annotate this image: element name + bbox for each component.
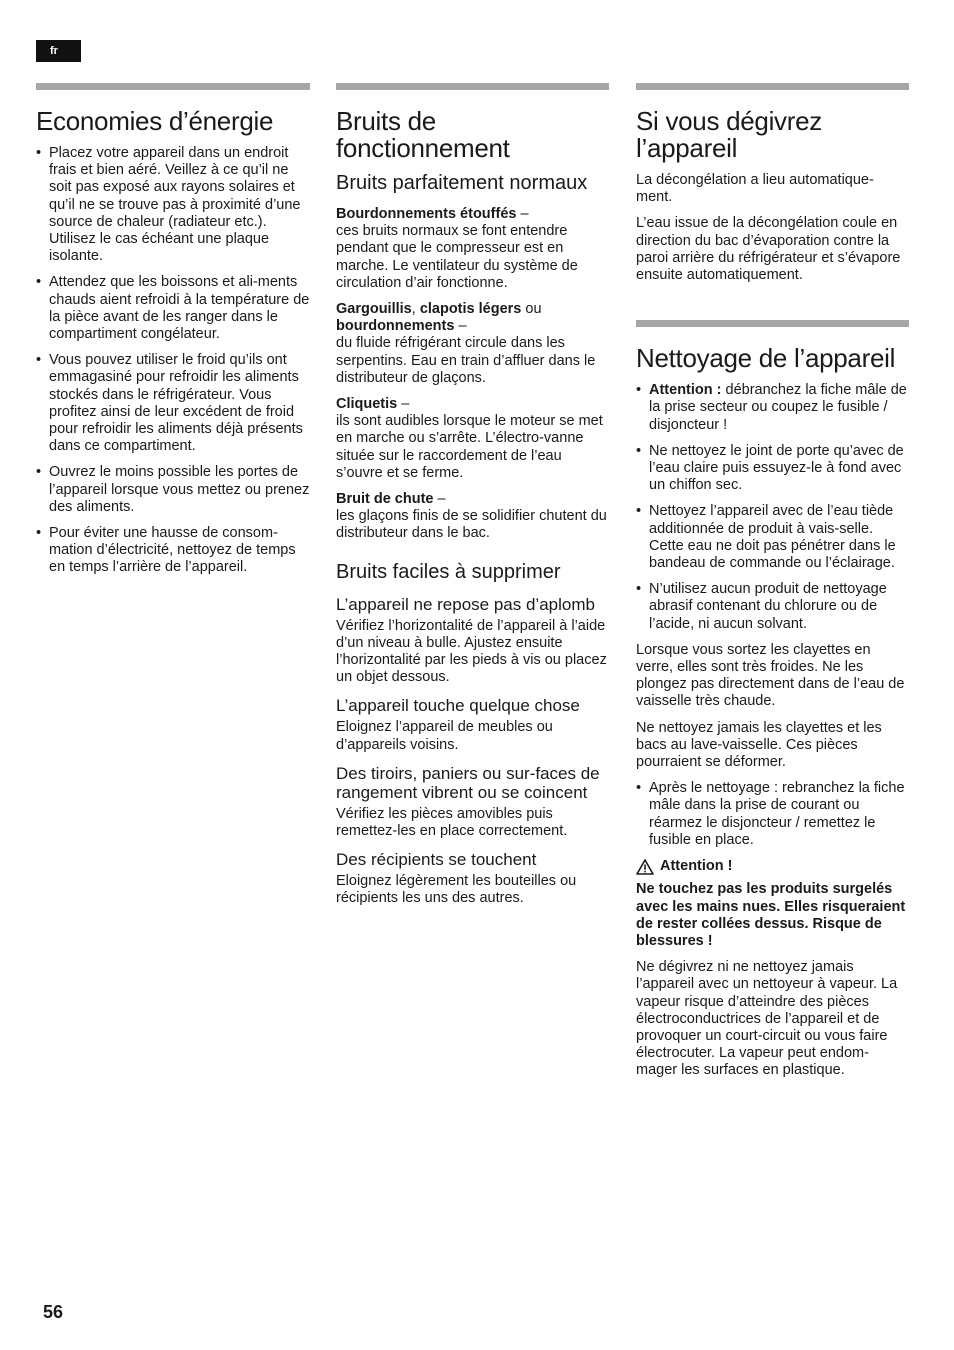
section-title-defrost: Si vous dégivrez l’appareil	[636, 106, 822, 163]
body-text: L’eau issue de la décongélation coule en direction du bac d’évaporation contre la paroi arrière du réfrigérateur et s’évapore ensuite automatiquement.	[636, 215, 901, 284]
body-text: Ne dégivrez ni ne nettoyez jamais l’appareil avec un nettoyeur à vapeur. La vapeur risque d’atteindre des pièces électroconductrices de l’appareil et de provoquer un court-circuit ou vous faire électrocuter. La vapeur peut endom-mager les surfaces en plastique.	[636, 959, 898, 1079]
language-tag: fr	[36, 40, 81, 62]
subtitle-fixable-noises: Bruits faciles à supprimer	[336, 560, 561, 583]
issue-text: Vérifiez les pièces amovibles puis remettez-les en place correctement.	[336, 805, 568, 840]
issue-heading: Des tiroirs, paniers ou sur-faces de rangement vibrent ou se coincent	[336, 763, 600, 802]
list-item: • Ne nettoyez le joint de porte qu’avec de l’eau claire puis essuyez-le à fond avec un chiffon sec.	[636, 442, 904, 494]
body-text: Lorsque vous sortez les clayettes en verre, elles sont très froides. Ne les plongez pas directement dans de l’eau de vaisselle très chaude.	[636, 641, 905, 710]
page-number: 56	[43, 1302, 64, 1322]
body-text: Ne nettoyez jamais les clayettes et les bacs au lave-vaisselle. Ces pièces pourraient se déformer.	[636, 719, 882, 771]
list-item: • N’utilisez aucun produit de nettoyage abrasif contenant du chlorure ou de l’acide, ni aucun solvant.	[636, 581, 887, 632]
noise-item: Cliquetis – ils sont audibles lorsque le moteur se met en marche ou s’arrête. L’électro-vanne située sur le raccordement de l’eau s’ouvre et se ferme.	[336, 396, 603, 481]
cleaning-list	[636, 382, 909, 633]
list-item: • Après le nettoyage : rebranchez la fiche mâle dans la prise de courant ou réarmez le disjoncteur / remettez le fusible en place.	[636, 780, 905, 848]
subtitle-normal-noises: Bruits parfaitement normaux	[336, 172, 588, 194]
body-text: La décongélation a lieu automatique-ment.	[636, 172, 874, 206]
list-item: • Placez votre appareil dans un endroit frais et bien aéré. Veillez à ce qu’il ne soit pas exposé aux rayons solaires et qu’il ne se trouve pas à proximité d’une source de chaleur (radiateur etc.). Utilisez le cas échéant une plaque isolante.	[36, 145, 301, 265]
list-item: • Ouvrez le moins possible les portes de l’appareil lorsque vous mettez ou prenez des aliments.	[36, 464, 310, 515]
cleaning-list-2	[636, 780, 909, 849]
section-title-energy: Economies d’énergie	[36, 106, 274, 136]
column-defrost-cleaning	[636, 83, 909, 1089]
section-rule	[336, 83, 609, 90]
energy-tips-list	[36, 145, 310, 577]
section-rule	[636, 320, 909, 327]
issue-heading: Des récipients se touchent	[336, 850, 537, 870]
issue-heading: L’appareil touche quelque chose	[336, 696, 580, 716]
noise-item: Gargouillis, clapotis légers ou bourdonnements – du fluide réfrigérant circule dans les serpentins. Eau en train d’affluer dans le distributeur de glaçons.	[336, 301, 596, 386]
warning-triangle-icon	[636, 859, 654, 875]
section-rule	[636, 83, 909, 90]
warning-text: Ne touchez pas les produits surgelés avec les mains nues. Elles risqueraient de rester collées dessus. Risque de blessures !	[636, 881, 906, 949]
issue-text: Eloignez légèrement les bouteilles ou récipients les uns des autres.	[336, 873, 577, 907]
list-item: • Attention : débranchez la fiche mâle de la prise secteur ou coupez le fusible / disjoncteur !	[636, 382, 907, 433]
section-title-noises: Bruits de fonctionnement	[336, 106, 510, 163]
noise-item: Bruit de chute – les glaçons finis de se solidifier chutent du distributeur dans le bac.	[336, 491, 607, 542]
list-item: • Attendez que les boissons et ali-ments chauds aient refroidi à la température de la pièce avant de les ranger dans le compartiment congélateur.	[36, 274, 310, 343]
list-item: • Nettoyez l’appareil avec de l’eau tiède additionnée de produit à vais-selle. Cette eau ne doit pas pénétrer dans le bandeau de commande ou l’éclairage.	[636, 503, 896, 572]
section-rule	[36, 83, 310, 90]
column-energy-saving	[36, 83, 310, 586]
list-item: • Pour éviter une hausse de consom-mation d’électricité, nettoyez de temps en temps l’arrière de l’appareil.	[36, 525, 296, 576]
issue-heading: L’appareil ne repose pas d’aplomb	[336, 594, 595, 614]
noise-item: Bourdonnements étouffés – ces bruits normaux se font entendre pendant que le compresseur est en marche. Le ventilateur du système de circulation d’air fonctionne.	[336, 206, 578, 291]
issue-text: Vérifiez l’horizontalité de l’appareil à l’aide d’un niveau à bulle. Ajustez ensuite l’horizontalité par les pieds à vis ou placez un objet dessous.	[336, 617, 607, 686]
list-item: • Vous pouvez utiliser le froid qu’ils ont emmagasiné pour refroidir les aliments stockés dans le réfrigérateur. Vous profitez ainsi de leur excédent de froid pour refroidir les aliments déjà présents dans ce compartiment.	[36, 352, 303, 455]
attention-heading: Attention !	[636, 858, 909, 875]
section-title-cleaning: Nettoyage de l’appareil	[636, 343, 896, 374]
issue-text: Eloignez l’appareil de meubles ou d’appareils voisins.	[336, 719, 553, 753]
column-operating-noises	[336, 83, 609, 917]
